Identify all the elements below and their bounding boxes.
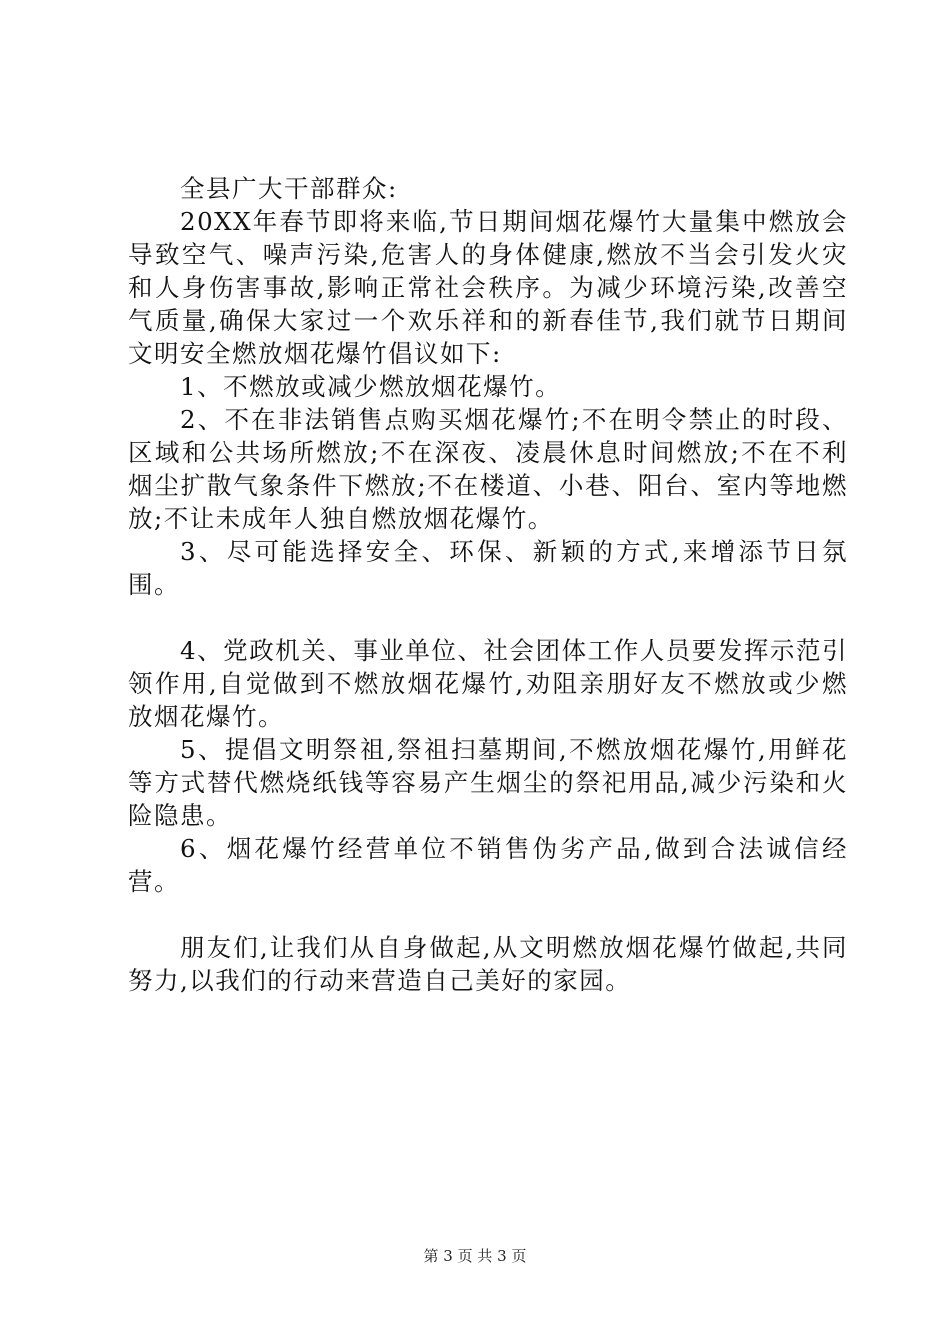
paragraph-intro: 20XX年春节即将来临,节日期间烟花爆竹大量集中燃放会导致空气、噪声污染,危害人的身体健康,燃放不当会引发火灾和人身伤害事故,影响正常社会秩序。为减少环境污染,改善空气质量,确保大家过一个欢乐祥和的新春佳节,我们就节日期间文明安全燃放烟花爆竹倡议如下: — [128, 207, 848, 368]
salutation: 全县广大干部群众: — [180, 174, 398, 203]
list-item-5: 5、提倡文明祭祖,祭祖扫墓期间,不燃放烟花爆竹,用鲜花等方式替代燃烧纸钱等容易产生烟尘的祭祀用品,减少污染和火险隐患。 — [128, 735, 848, 830]
closing-paragraph: 朋友们,让我们从自身做起,从文明燃放烟花爆竹做起,共同努力,以我们的行动来营造自己美好的家园。 — [128, 933, 848, 995]
document-body — [128, 172, 848, 997]
paragraph-gap — [128, 601, 848, 634]
list-item-1: 1、不燃放或减少燃放烟花爆竹。 — [180, 372, 562, 401]
list-item-6: 6、烟花爆竹经营单位不销售伪劣产品,做到合法诚信经营。 — [128, 834, 848, 896]
list-item-4: 4、党政机关、事业单位、社会团体工作人员要发挥示范引领作用,自觉做到不燃放烟花爆竹,劝阻亲朋好友不燃放或少燃放烟花爆竹。 — [128, 636, 848, 731]
list-item-2: 2、不在非法销售点购买烟花爆竹;不在明令禁止的时段、区域和公共场所燃放;不在深夜、凌晨休息时间燃放;不在不利烟尘扩散气象条件下燃放;不在楼道、小巷、阳台、室内等地燃放;不让未成年人独自燃放烟花爆竹。 — [128, 405, 848, 533]
paragraph-gap — [128, 898, 848, 931]
list-item-3: 3、尽可能选择安全、环保、新颖的方式,来增添节日氛围。 — [128, 537, 848, 599]
page-number-footer: 第 3 页 共 3 页 — [423, 1247, 527, 1265]
